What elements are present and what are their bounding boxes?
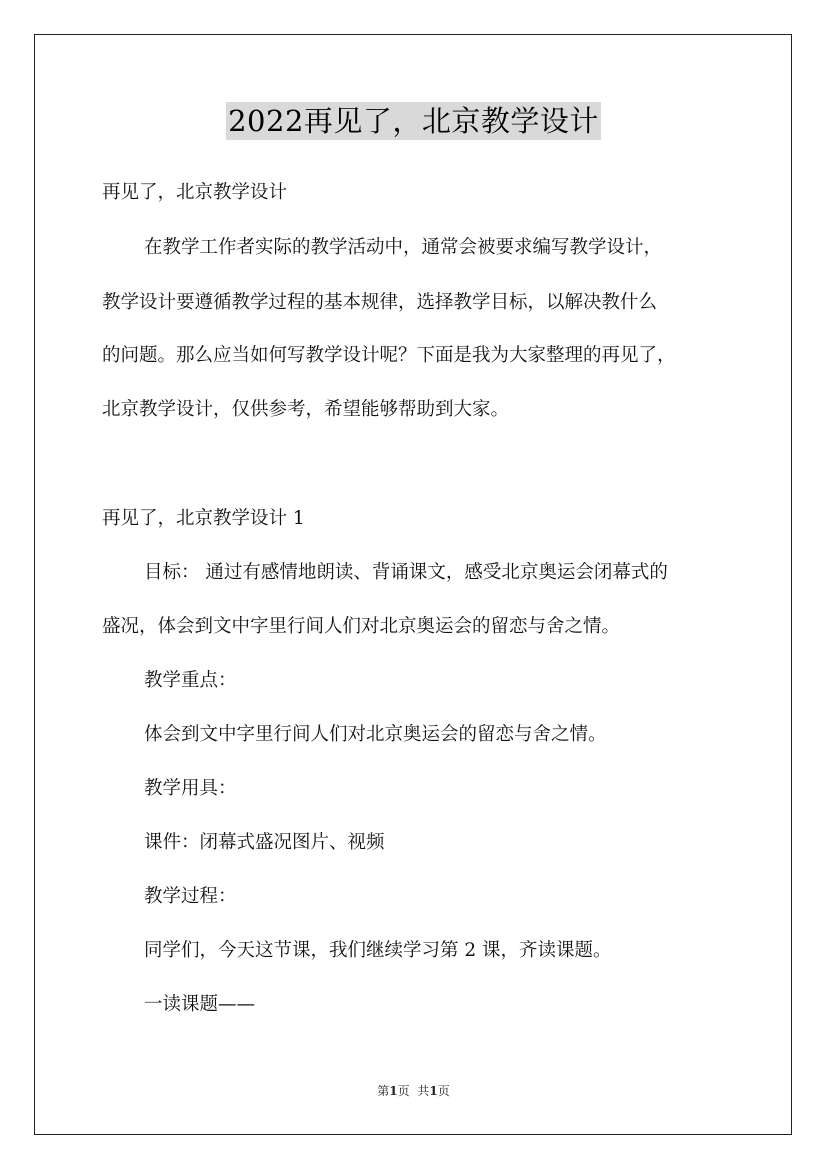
paragraph-line: 体会到文中字里行间人们对北京奥运会的留恋与舍之情。 xyxy=(144,724,607,745)
document-title: 2022再见了，北京教学设计 xyxy=(228,104,599,138)
paragraph-line: 教学重点： xyxy=(144,670,237,691)
page-prefix: 第 xyxy=(377,1084,390,1098)
total-prefix: 共 xyxy=(417,1084,430,1098)
paragraph-line: 的问题。那么应当如何写教学设计呢？下面是我为大家整理的再见了， xyxy=(102,345,676,366)
total-pages: 1 xyxy=(429,1084,438,1098)
total-suffix: 页 xyxy=(437,1084,450,1098)
page-footer xyxy=(0,1083,827,1099)
paragraph-line: 盛况，体会到文中字里行间人们对北京奥运会的留恋与舍之情。 xyxy=(102,616,621,637)
paragraph-line: 教学设计要遵循教学过程的基本规律，选择教学目标，以解决教什么 xyxy=(102,292,658,313)
paragraph-line: 北京教学设计，仅供参考，希望能够帮助到大家。 xyxy=(102,399,510,420)
page-suffix: 页 xyxy=(397,1084,410,1098)
paragraph-line: 教学用具： xyxy=(144,778,237,799)
paragraph-line: 在教学工作者实际的教学活动中，通常会被要求编写教学设计， xyxy=(144,237,663,258)
paragraph-line: 同学们，今天这节课，我们继续学习第 2 课，齐读课题。 xyxy=(144,940,612,961)
paragraph-line: 一读课题—— xyxy=(144,994,256,1015)
title-container xyxy=(0,102,827,140)
page-number: 1 xyxy=(389,1084,398,1098)
section-heading: 再见了，北京教学设计 1 xyxy=(102,508,305,529)
paragraph-line: 教学过程： xyxy=(144,886,237,907)
section-heading: 再见了，北京教学设计 xyxy=(102,182,288,203)
paragraph-line: 目标： 通过有感情地朗读、背诵课文，感受北京奥运会闭幕式的 xyxy=(144,562,668,583)
paragraph-line: 课件：闭幕式盛况图片、视频 xyxy=(144,832,385,853)
